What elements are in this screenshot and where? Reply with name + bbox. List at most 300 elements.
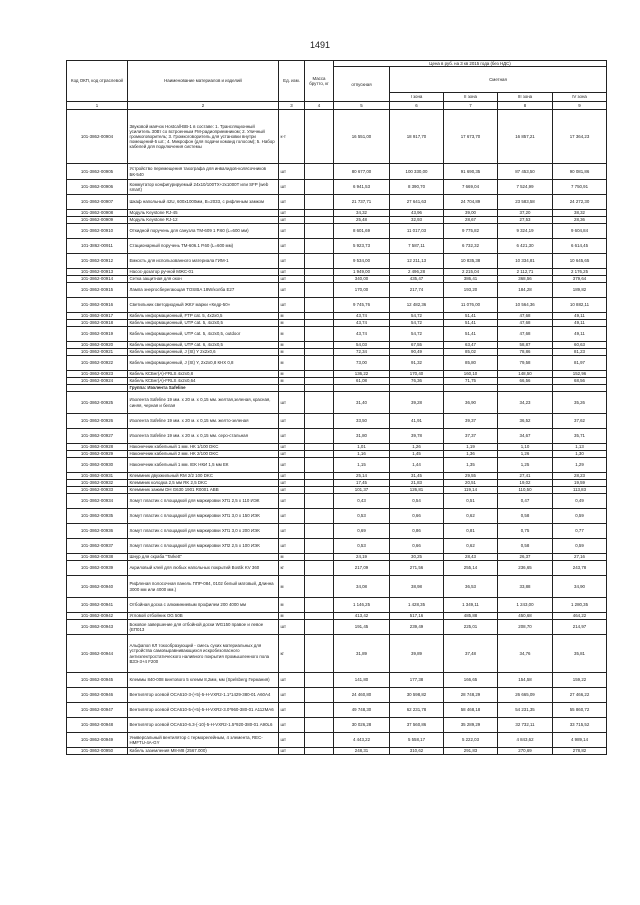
item-unit: м (279, 613, 305, 620)
price-zone-3: 236,65 (498, 561, 553, 576)
price-zone-2: 51,41 (444, 313, 498, 320)
item-name: Светильник светодиодный ЖКУ марки «Кедр-50» (128, 298, 279, 313)
item-name: Вентилятор осевой ОСА610-5-(+5)-5-Н-VXR2-3.0*960-380-01 А112МА6 (128, 703, 279, 718)
price-zone-1: 11 017,03 (390, 224, 444, 239)
price-zone-4: 243,78 (553, 561, 607, 576)
price-zone-2: 386,41 (444, 276, 498, 283)
table-row (67, 414, 607, 429)
item-unit: шт (279, 392, 305, 414)
item-unit: шт (279, 210, 305, 217)
item-code: 101-3862-00921 (67, 349, 128, 356)
item-code: 101-3862-00919 (67, 327, 128, 342)
item-mass (305, 283, 334, 298)
item-unit: шт (279, 429, 305, 444)
table-row (67, 748, 607, 755)
price-zone-1: 0,66 (390, 509, 444, 524)
column-index: 7 (444, 102, 498, 110)
table-row (67, 554, 607, 561)
price-zone-2: 0,81 (444, 524, 498, 539)
price-zone-2: 11 076,00 (444, 298, 498, 313)
column-index: 5 (334, 102, 390, 110)
price-zone-4: 35,71 (553, 429, 607, 444)
price-zone-3: 34,23 (498, 392, 553, 414)
price-zone-3: 0,58 (498, 539, 553, 554)
item-mass (305, 313, 334, 320)
item-unit: шт (279, 414, 305, 429)
price-zone-3: 208,70 (498, 620, 553, 635)
item-mass (305, 254, 334, 269)
item-unit: к-т (279, 110, 305, 164)
item-code: 101-3862-00950 (67, 748, 128, 755)
item-code: 101-3862-00915 (67, 283, 128, 298)
price-zone-3: 58,87 (498, 342, 553, 349)
price-zone-3: 0,75 (498, 524, 553, 539)
table-row (67, 561, 607, 576)
price-otpusk: 31,80 (334, 429, 390, 444)
item-unit: шт (279, 239, 305, 254)
item-unit: шт (279, 539, 305, 554)
item-mass (305, 748, 334, 755)
item-code: 101-3862-00948 (67, 718, 128, 733)
price-zone-4: 1,30 (553, 451, 607, 458)
item-name: Кабель КСБнг(А)-FRLS 4x2x0,8 (128, 371, 279, 378)
table-row (67, 195, 607, 210)
item-mass (305, 110, 334, 164)
column-index: 9 (553, 102, 607, 110)
item-unit: шт (279, 688, 305, 703)
price-zone-4: 68,56 (553, 378, 607, 385)
item-code: 101-3862-00935 (67, 509, 128, 524)
price-zone-4: 28,23 (553, 473, 607, 480)
price-otpusk: 0,53 (334, 509, 390, 524)
price-zone-1: 37 560,86 (390, 718, 444, 733)
item-mass (305, 224, 334, 239)
price-zone-4: 27,16 (553, 554, 607, 561)
item-unit: м (279, 598, 305, 613)
price-otpusk: 136,22 (334, 371, 390, 378)
item-mass (305, 276, 334, 283)
price-zone-2: 0,62 (444, 539, 498, 554)
price-zone-2: 166,65 (444, 673, 498, 688)
price-zone-1: 18 917,70 (390, 110, 444, 164)
table-row (67, 392, 607, 414)
item-mass (305, 349, 334, 356)
item-code: 101-3862-00949 (67, 733, 128, 748)
price-zone-3: 16 857,21 (498, 110, 553, 164)
price-zone-3: 19,02 (498, 480, 553, 487)
price-zone-2: 39,37 (444, 414, 498, 429)
column-index: 8 (498, 102, 553, 110)
price-zone-3: 66,56 (498, 378, 553, 385)
header-zone-1: I зона (390, 93, 444, 102)
item-name: Хомут пластик с площадкой для маркировки ХП1 2,5 х 110 ИЭК (128, 494, 279, 509)
header-zone-2: II зона (444, 93, 498, 102)
header-zone-4: IV зона (553, 93, 607, 102)
price-zone-1: 1 428,35 (390, 598, 444, 613)
item-code: 101-3862-00937 (67, 539, 128, 554)
item-name: Откидной поручень для санузла TM-609 1 Р.60 (L=600 мм) (128, 224, 279, 239)
price-zone-4: 34,90 (553, 576, 607, 598)
price-otpusk: 43,74 (334, 327, 390, 342)
header-otpusk: отпускная (334, 67, 390, 102)
item-mass (305, 327, 334, 342)
column-index: 3 (279, 102, 305, 110)
table-row (67, 539, 607, 554)
price-otpusk: 5 923,73 (334, 239, 390, 254)
price-zone-4: 17 364,23 (553, 110, 607, 164)
price-zone-4: 152,96 (553, 371, 607, 378)
table-row (67, 371, 607, 378)
price-zone-4: 0,49 (553, 494, 607, 509)
price-zone-2: 0,62 (444, 509, 498, 524)
price-zone-3 (498, 385, 553, 392)
header-name: Наименование материалов и изделий (128, 61, 279, 102)
item-mass (305, 356, 334, 371)
price-zone-1: 31,45 (390, 473, 444, 480)
item-mass (305, 298, 334, 313)
price-zone-4: 0,59 (553, 509, 607, 524)
item-code: 101-3862-00933 (67, 487, 128, 494)
item-mass (305, 509, 334, 524)
item-unit: м (279, 313, 305, 320)
item-name: Шнур для скраба "Tarkett" (128, 554, 279, 561)
price-zone-4: 9 604,84 (553, 224, 607, 239)
price-zone-2: 9 775,82 (444, 224, 498, 239)
item-unit: шт (279, 217, 305, 224)
price-zone-2: 291,83 (444, 748, 498, 755)
price-zone-1: 54,72 (390, 313, 444, 320)
price-zone-3: 148,50 (498, 371, 553, 378)
price-zone-3: 0,47 (498, 494, 553, 509)
price-zone-1 (390, 385, 444, 392)
item-name: Лампа энергосберегающая TOSIBA 18W/колба Е27 (128, 283, 279, 298)
item-code: 101-3862-00929 (67, 451, 128, 458)
price-zone-4: 49,11 (553, 327, 607, 342)
item-name: Универсальный вентилятор с терморелейным, 4 элемента, REC-HMFTU-4A-GY (128, 733, 279, 748)
price-otpusk: 191,45 (334, 620, 390, 635)
price-zone-3: 10 564,36 (498, 298, 553, 313)
item-code: 101-3862-00945 (67, 673, 128, 688)
price-zone-1: 170,40 (390, 371, 444, 378)
item-code: 101-3862-00907 (67, 195, 128, 210)
item-name: Хомут пластик с площадкой для маркировки ХП1 3,0 х 200 ИЭК (128, 524, 279, 539)
item-name: Модуль Keystone RJ-45 (128, 210, 279, 217)
price-zone-1: 67,55 (390, 342, 444, 349)
price-zone-3: 27,41 (498, 473, 553, 480)
item-code: 101-3862-00904 (67, 110, 128, 164)
item-mass (305, 392, 334, 414)
price-otpusk: 0,69 (334, 524, 390, 539)
price-otpusk: 1,01 (334, 444, 390, 451)
item-code: 101-3862-00918 (67, 320, 128, 327)
item-unit: шт (279, 718, 305, 733)
item-mass (305, 378, 334, 385)
price-zone-1: 1,45 (390, 451, 444, 458)
item-code: 101-3862-00913 (67, 269, 128, 276)
price-zone-3: 110,50 (498, 487, 553, 494)
item-mass (305, 385, 334, 392)
item-name: Хомут пластик с площадкой для маркировки ХП2 2,5 х 100 ИЭК (128, 539, 279, 554)
item-name: Акриловый клей для любых напольных покрытий Bostik KV 360 (128, 561, 279, 576)
price-zone-2: 1,19 (444, 444, 498, 451)
price-zone-1: 126,81 (390, 487, 444, 494)
price-zone-4: 2 176,25 (553, 269, 607, 276)
price-otpusk: 43,74 (334, 313, 390, 320)
price-zone-4: 10 645,65 (553, 254, 607, 269)
group-row (67, 385, 607, 392)
item-unit: шт (279, 458, 305, 473)
item-name: Звуковой маячок Hostcall-BB-1 в составе: 1. Трансляционный усилитель 30Вт со встроенным FM-радиоприемником; 2. Уличный громкоговоритель; 3. Громкоговоритель для установки внутри помещений-5 шт.; 4. Микрофон (для подачи команд голосом); 5. Набор кабелей для подключения системы (128, 110, 279, 164)
price-otpusk: 54,03 (334, 342, 390, 349)
item-mass (305, 487, 334, 494)
price-table (66, 60, 607, 755)
column-index: 2 (128, 102, 279, 110)
price-zone-2: 1,36 (444, 451, 498, 458)
price-zone-3: 7 524,99 (498, 180, 553, 195)
price-zone-3: 23 583,58 (498, 195, 553, 210)
item-code: 101-3862-00916 (67, 298, 128, 313)
price-zone-1: 91,32 (390, 356, 444, 371)
price-otpusk: 8 601,69 (334, 224, 390, 239)
item-name: Наконечник кабельный 1 мм. IEK НКИ 1,5 мм ЕК (128, 458, 279, 473)
header-code: Код ОКП, код отраслевой (67, 61, 128, 102)
price-zone-2: 28,43 (444, 554, 498, 561)
item-unit: шт (279, 276, 305, 283)
price-zone-4: 35,26 (553, 392, 607, 414)
item-name: Клеммы 840-008 винтового 5 клемм 8,2мм, мм (Spelsberg Германия) (128, 673, 279, 688)
price-zone-1: 41,91 (390, 414, 444, 429)
price-zone-4: 0,77 (553, 524, 607, 539)
price-zone-3: 47,68 (498, 327, 553, 342)
price-zone-3: 1 243,00 (498, 598, 553, 613)
price-zone-4: 0,59 (553, 539, 607, 554)
price-zone-2: 58 468,18 (444, 703, 498, 718)
item-code: 101-3862-00914 (67, 276, 128, 283)
price-otpusk: 31,89 (334, 635, 390, 673)
price-zone-2: 7 669,04 (444, 180, 498, 195)
item-name: Группа: Изолента Safeline (128, 385, 279, 392)
price-zone-1: 62 231,78 (390, 703, 444, 718)
item-mass (305, 554, 334, 561)
price-zone-3: 450,68 (498, 613, 553, 620)
price-otpusk: 21 737,71 (334, 195, 390, 210)
price-zone-3: 4 843,62 (498, 733, 553, 748)
price-zone-3: 2 112,71 (498, 269, 553, 276)
item-name: Рифленая полосочная панель ППР-084, 0102 белый матовый, Длинна 3000 мм или 4000 мм.) (128, 576, 279, 598)
item-unit: шт (279, 524, 305, 539)
item-code: 101-3862-00906 (67, 180, 128, 195)
item-name: Шкаф напольный 42U, 600x1000мм, В=2033, с рифленым замком (128, 195, 279, 210)
price-zone-1: 1,26 (390, 444, 444, 451)
price-zone-1: 43,96 (390, 210, 444, 217)
table-row (67, 298, 607, 313)
price-otpusk: 24,19 (334, 554, 390, 561)
item-unit: м (279, 327, 305, 342)
price-zone-4: 55 860,72 (553, 703, 607, 718)
price-zone-3: 368,56 (498, 276, 553, 283)
price-otpusk: 1 949,00 (334, 269, 390, 276)
price-zone-1: 12 482,36 (390, 298, 444, 313)
item-code: 101-3862-00925 (67, 392, 128, 414)
item-name: Изолента Safeline 19 мм. х 20 м. х 0,15 мм. желто-зеленая (128, 414, 279, 429)
table-row (67, 320, 607, 327)
price-otpusk: 9 745,76 (334, 298, 390, 313)
price-zone-3: 87 453,50 (498, 164, 553, 180)
item-code (67, 385, 128, 392)
item-name: Наконечник кабельный 1 мм. НК 1/100 DKC (128, 444, 279, 451)
price-zone-1: 217,74 (390, 283, 444, 298)
column-index: 1 (67, 102, 128, 110)
table-row (67, 164, 607, 180)
price-otpusk: 61,08 (334, 378, 390, 385)
price-zone-3: 36,52 (498, 414, 553, 429)
item-code: 101-3862-00942 (67, 613, 128, 620)
item-unit: шт (279, 733, 305, 748)
item-code: 101-3862-00934 (67, 494, 128, 509)
price-zone-4: 19,59 (553, 480, 607, 487)
item-code: 101-3862-00938 (67, 554, 128, 561)
price-otpusk: 217,09 (334, 561, 390, 576)
table-row (67, 180, 607, 195)
item-code: 101-3862-00931 (67, 473, 128, 480)
price-zone-2: 29,55 (444, 473, 498, 480)
table-row (67, 342, 607, 349)
price-zone-3: 47,68 (498, 313, 553, 320)
header-zone-3: III зона (498, 93, 553, 102)
price-zone-4: 33 715,52 (553, 718, 607, 733)
price-zone-4 (553, 385, 607, 392)
item-code: 101-3862-00941 (67, 598, 128, 613)
item-name: Кабель информационный, UTP cat. 5, 4x2x0,5 (128, 320, 279, 327)
item-unit: шт (279, 620, 305, 635)
price-zone-2: 36,53 (444, 576, 498, 598)
price-zone-1: 0,54 (390, 494, 444, 509)
price-zone-4: 189,82 (553, 283, 607, 298)
price-zone-1: 54,72 (390, 327, 444, 342)
item-mass (305, 673, 334, 688)
item-name: Изолента Safeline 19 мм. х 20 м. х 0,15 мм. желтая,зеленая, красная, синяя, черная и белая (128, 392, 279, 414)
price-otpusk: 16 551,00 (334, 110, 390, 164)
price-zone-2: 5 222,03 (444, 733, 498, 748)
item-unit: шт (279, 164, 305, 180)
price-zone-1: 32,93 (390, 217, 444, 224)
table-row (67, 576, 607, 598)
price-zone-4: 37,62 (553, 414, 607, 429)
item-unit: кг (279, 635, 305, 673)
item-unit: м (279, 320, 305, 327)
table-row (67, 494, 607, 509)
price-zone-1: 0,86 (390, 524, 444, 539)
item-unit: м (279, 371, 305, 378)
item-code: 101-3862-00917 (67, 313, 128, 320)
price-zone-2: 36,90 (444, 392, 498, 414)
item-unit: шт (279, 195, 305, 210)
price-zone-3: 26,37 (498, 554, 553, 561)
item-name: Кабель информационный, FTP cat. 5, 4x2x0,5 (128, 313, 279, 320)
price-zone-4: 6 614,45 (553, 239, 607, 254)
price-otpusk: 72,34 (334, 349, 390, 356)
price-otpusk: 141,80 (334, 673, 390, 688)
price-zone-4: 7 750,91 (553, 180, 607, 195)
item-code: 101-3862-00910 (67, 224, 128, 239)
price-otpusk: 340,00 (334, 276, 390, 283)
price-otpusk: 24 460,80 (334, 688, 390, 703)
item-unit: шт (279, 224, 305, 239)
item-code: 101-3862-00905 (67, 164, 128, 180)
item-mass (305, 458, 334, 473)
header-unit: Ед. изм. (279, 61, 305, 102)
price-zone-4: 1,13 (553, 444, 607, 451)
price-zone-2: 63,47 (444, 342, 498, 349)
price-zone-2: 91 690,35 (444, 164, 498, 180)
header-mass: Масса брутто, кг (305, 61, 334, 102)
price-zone-2: 225,01 (444, 620, 498, 635)
header-price-title: Цена в руб. на 3 кв 2015 года (без НДС) (334, 61, 607, 67)
price-zone-2: 20,51 (444, 480, 498, 487)
price-otpusk: 1,16 (334, 451, 390, 458)
price-zone-3: 27,53 (498, 217, 553, 224)
price-otpusk: 25,14 (334, 473, 390, 480)
price-zone-1: 27 641,63 (390, 195, 444, 210)
price-otpusk: 73,00 (334, 356, 390, 371)
price-otpusk (334, 385, 390, 392)
price-otpusk: 6 941,53 (334, 180, 390, 195)
price-zone-2: 28 748,29 (444, 688, 498, 703)
item-mass (305, 164, 334, 180)
item-unit: шт (279, 180, 305, 195)
price-zone-2: 37,48 (444, 635, 498, 673)
item-unit: м (279, 356, 305, 371)
item-code: 101-3862-00946 (67, 688, 128, 703)
price-otpusk: 4 443,22 (334, 733, 390, 748)
price-zone-1: 30 598,82 (390, 688, 444, 703)
item-code: 101-3862-00927 (67, 429, 128, 444)
price-zone-4: 159,22 (553, 673, 607, 688)
table-row (67, 224, 607, 239)
item-unit (279, 385, 305, 392)
item-mass (305, 414, 334, 429)
item-unit: шт (279, 473, 305, 480)
item-mass (305, 539, 334, 554)
item-unit: шт (279, 451, 305, 458)
price-zone-4: 49,11 (553, 313, 607, 320)
price-zone-2: 35 289,29 (444, 718, 498, 733)
price-otpusk: 1,15 (334, 458, 390, 473)
price-zone-3: 1,26 (498, 451, 553, 458)
item-mass (305, 371, 334, 378)
item-name: Кабель заземления М8-М8 (2567.000) (128, 748, 279, 755)
table-row (67, 356, 607, 371)
item-name: Емкость для использованного материала ГИМ-1 (128, 254, 279, 269)
item-name: Боковое завершение для отбойной доски WG150 правое и левое (ЕП013 (128, 620, 279, 635)
item-name: Устройство перемещения тахографа для инвалидов-колясочников БК-540 (128, 164, 279, 180)
price-zone-2: 28,67 (444, 217, 498, 224)
item-name: Кабель информационный, J (St) Y, 2x2x0,8 КНХ 0,8 (128, 356, 279, 371)
item-code: 101-3862-00924 (67, 378, 128, 385)
price-otpusk: 9 534,00 (334, 254, 390, 269)
price-zone-4: 81,97 (553, 356, 607, 371)
item-mass (305, 210, 334, 217)
item-unit: шт (279, 509, 305, 524)
table-row (67, 480, 607, 487)
table-row (67, 718, 607, 733)
price-zone-2 (444, 385, 498, 392)
price-zone-1: 8 390,70 (390, 180, 444, 195)
price-zone-2: 1,35 (444, 458, 498, 473)
price-zone-1: 90,49 (390, 349, 444, 356)
price-otpusk: 33,50 (334, 414, 390, 429)
item-name: Клеммник колодка 2,5 мм RK 2,5 DKC (128, 480, 279, 487)
